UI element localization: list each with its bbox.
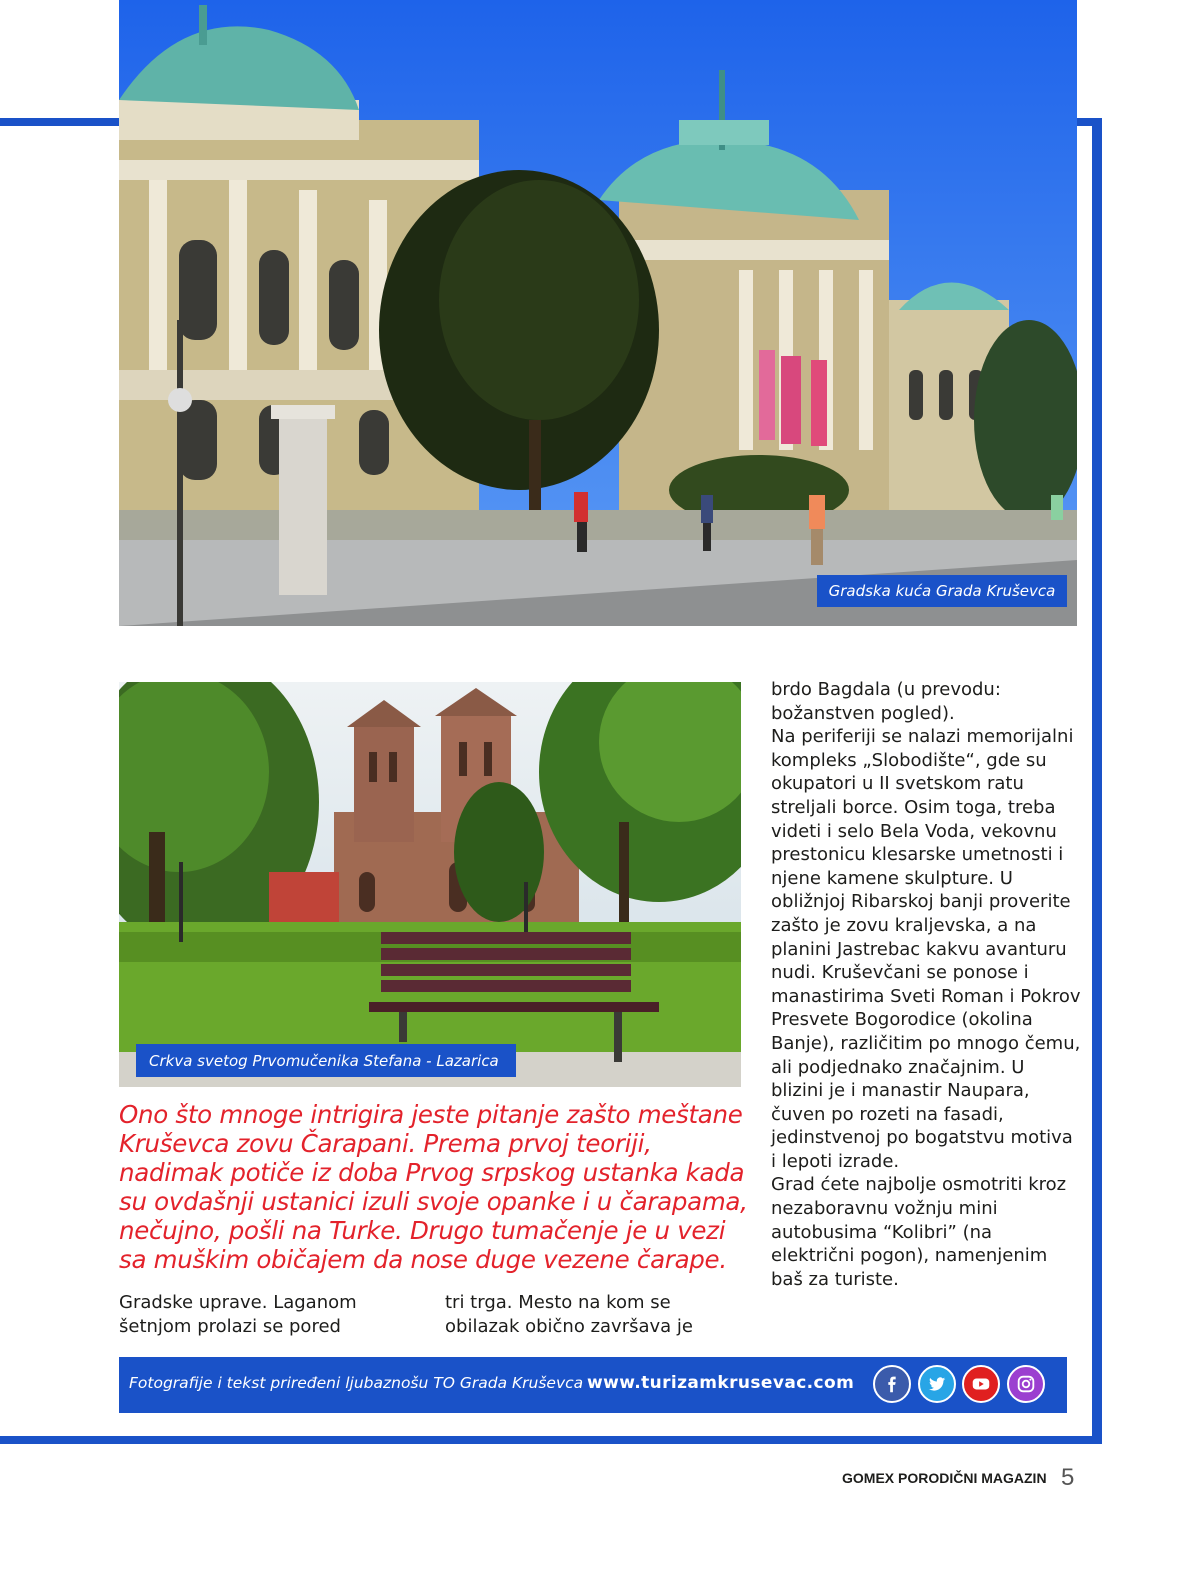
facebook-icon[interactable]	[873, 1365, 911, 1403]
frame-right-line	[1092, 118, 1102, 1444]
body-paragraph: Na periferiji se nalazi memorijalni kompleks „Slobodište“, gde su okupatori u II svetskom ratu streljali borce. Osim toga, treba videti i selo Bela Voda, vekovnu prestonicu klesarske umetnosti i njene kamene skulpture. U obližnjoj Ribarskoj banji proverite zašto je zovu kraljevska, a na planini Jastrebac kakvu avanturu nudi. Kruševčani se ponose i manastirima Sveti Roman i Pokrov Presvete Bogorodice (okolina Banje), različitim po mnogo čemu, ali podjednako značajnim. U blizini je i manastir Naupara, čuven po rozeti na fasadi, jedinstvenoj po bogatstvu motiva i lepoti izrade.	[771, 726, 1081, 1172]
instagram-icon[interactable]	[1007, 1365, 1045, 1403]
magazine-name: GOMEX PORODIČNI MAGAZIN	[842, 1470, 1047, 1486]
credits-banner	[119, 1357, 1067, 1413]
youtube-icon[interactable]	[962, 1365, 1000, 1403]
page-number: 5	[1061, 1464, 1075, 1491]
twitter-icon[interactable]	[918, 1365, 956, 1403]
photo-credit: Fotografije i tekst priređeni ljubaznošu TO Grada Kruševca	[129, 1374, 584, 1392]
body-column-middle	[445, 1291, 745, 1338]
frame-bottom-line	[0, 1436, 1102, 1444]
lazarica-church-photo	[119, 682, 741, 1087]
body-paragraph: tri trga. Mesto na kom se obilazak obično završava je	[445, 1292, 693, 1337]
pull-quote: Ono što mnoge intrigira jeste pitanje zašto meštane Kruševca zovu Čarapani. Prema prvoj teoriji, nadimak potiče iz doba Prvog srpskog ustanka kada su ovdašnji ustanici izuli svoje opanke i u čarapama, nečujno, pošli na Turke. Drugo tumačenje je u vezi sa muškim običajem da nose duge vezene čarape.	[119, 1100, 748, 1274]
city-hall-photo	[119, 0, 1077, 626]
body-paragraph: brdo Bagdala (u prevodu: božanstven pogled).	[771, 679, 1001, 724]
city-hall-caption: Gradska kuća Grada Kruševca	[817, 575, 1067, 607]
website-link[interactable]: www.turizamkrusevac.com	[587, 1373, 855, 1393]
body-paragraph: Gradske uprave. Laganom šetnjom prolazi se pored	[119, 1292, 357, 1337]
body-column-left	[119, 1291, 419, 1338]
church-caption: Crkva svetog Prvomučenika Stefana - Lazarica	[136, 1044, 516, 1077]
body-paragraph: Grad ćete najbolje osmotriti kroz nezaboravnu vožnju mini autobusima “Kolibri” (na električni pogon), namenjenim baš za turiste.	[771, 1174, 1067, 1290]
body-column-right	[771, 678, 1081, 1291]
